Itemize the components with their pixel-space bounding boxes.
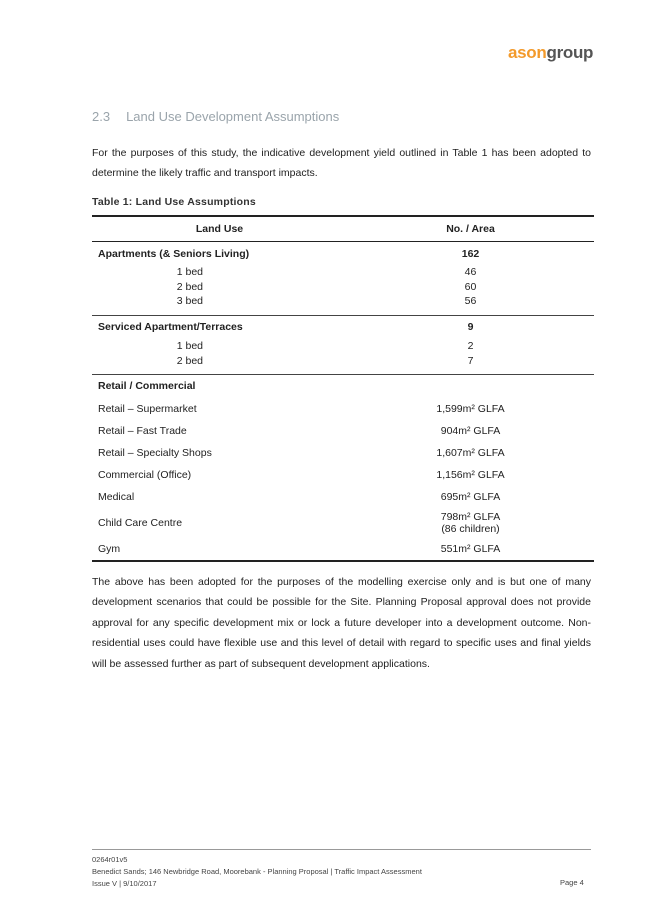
footer xyxy=(92,854,591,890)
body-paragraph: The above has been adopted for the purposes of the modelling exercise only and is but one of many development scenarios that could be possible for the Site. Planning Proposal approval does not provide approval for any specific development mix or lock a future developer into a development outcome. Non-residential uses could have flexible use and this level of detail with regard to specific uses and final yields will be assessed further as part of subsequent development applications. xyxy=(92,576,591,670)
group-row-serviced: Serviced Apartment/Terraces 9 xyxy=(92,315,594,339)
table-row: 1 bed 2 xyxy=(176,340,474,353)
table-row: 2 bed 7 xyxy=(176,354,474,367)
table-row: Retail – Specialty Shops 1,607m² GLFA xyxy=(98,446,505,459)
table-row: Retail – Fast Trade 904m² GLFA xyxy=(98,424,501,437)
footer-ref: 0264r01v5 xyxy=(92,855,128,864)
header-land-use: Land Use xyxy=(195,223,244,235)
table-row: Retail – Supermarket 1,599m² GLFA xyxy=(98,402,505,415)
table-row: Child Care Centre 798m² GLFA (86 children) xyxy=(98,510,501,535)
table-row: Medical 695m² GLFA xyxy=(98,490,501,503)
footer-issue: Issue V | 9/10/2017 xyxy=(92,879,157,888)
group-row-retail: Retail / Commercial xyxy=(92,374,594,398)
table-caption: Table 1: Land Use Assumptions xyxy=(92,196,256,208)
section-heading xyxy=(92,109,339,124)
group-row-apartments: Apartments (& Seniors Living) 162 xyxy=(98,247,480,260)
table-row: 1 bed 46 xyxy=(176,266,477,279)
footer-project: Benedict Sands; 146 Newbridge Road, Moorebank - Planning Proposal | Traffic Impact Assessment xyxy=(92,867,422,876)
section-title: Land Use Development Assumptions xyxy=(126,109,340,124)
page-number: Page 4 xyxy=(560,878,584,887)
table-row: Gym 551m² GLFA xyxy=(98,542,501,555)
land-use-table xyxy=(92,215,594,562)
section-number: 2.3 xyxy=(92,109,111,124)
company-logo: asongroup xyxy=(508,43,594,62)
intro-paragraph: For the purposes of this study, the indicative development yield outlined in Table 1 has been adopted to determine the likely traffic and transport impacts. xyxy=(92,147,591,179)
footer-divider xyxy=(92,849,591,850)
header-area: No. / Area xyxy=(446,223,495,235)
table-row: 3 bed 56 xyxy=(176,295,477,308)
table-row: Commercial (Office) 1,156m² GLFA xyxy=(98,468,505,481)
table-header-row xyxy=(92,217,594,242)
table-row: 2 bed 60 xyxy=(176,280,477,293)
